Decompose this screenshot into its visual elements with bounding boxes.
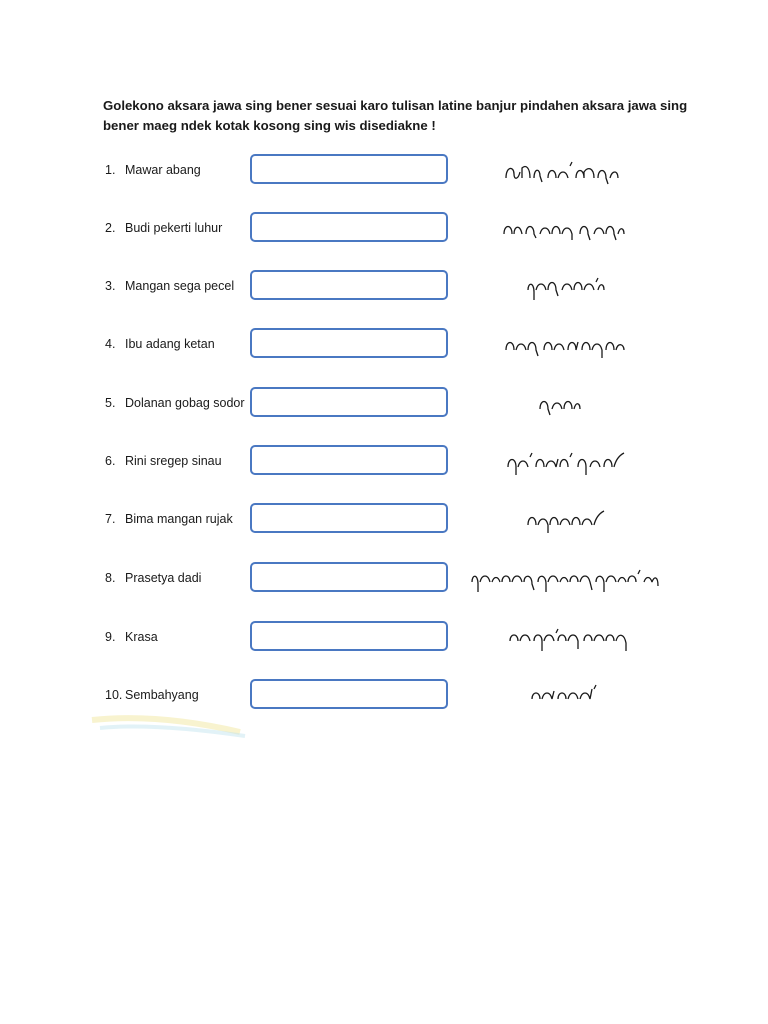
scan-smudge [90,712,250,740]
javanese-script-glyphs [524,270,608,304]
javanese-script-5 [462,387,672,421]
answer-box-4[interactable] [250,328,448,358]
javanese-script-glyphs [502,154,622,188]
item-text: Mangan sega pecel [125,279,235,293]
answer-box-8[interactable] [250,562,448,592]
javanese-script-10 [462,679,672,713]
answer-box-5[interactable] [250,387,448,417]
exercise-row-1 [0,154,768,188]
answer-box-2[interactable] [250,212,448,242]
answer-box-10[interactable] [250,679,448,709]
item-number: 6. [105,454,116,468]
exercise-row-7 [0,503,768,537]
answer-box-6[interactable] [250,445,448,475]
item-text: Bima mangan rujak [125,512,233,526]
instruction-text: Golekono aksara jawa sing bener sesuai karo tulisan latine banjur pindahen aksara jawa sing bener maeg ndek kotak kosong sing wis disediakne ! [103,98,688,133]
exercise-row-6 [0,445,768,479]
item-label [105,279,234,293]
javanese-script-glyphs [536,387,582,421]
item-label [105,571,201,585]
javanese-script-glyphs [504,445,630,479]
item-number: 2. [105,221,116,235]
exercise-row-8 [0,562,768,596]
item-text: Dolanan gobag sodor [125,396,245,410]
item-label [105,630,158,644]
item-label [105,688,199,702]
exercise-row-2 [0,212,768,246]
item-number: 9. [105,630,116,644]
exercise-row-5 [0,387,768,421]
item-label [105,396,245,410]
item-label [105,337,215,351]
javanese-script-glyphs [528,679,600,713]
javanese-script-9 [462,621,672,655]
item-number: 7. [105,512,116,526]
javanese-script-2 [462,212,672,246]
item-text: Prasetya dadi [125,571,202,585]
answer-box-7[interactable] [250,503,448,533]
javanese-script-glyphs [524,503,606,537]
item-text: Budi pekerti luhur [125,221,223,235]
javanese-script-6 [462,445,672,479]
item-label [105,454,222,468]
javanese-script-glyphs [468,562,662,596]
javanese-script-glyphs [502,328,628,362]
item-number: 4. [105,337,116,351]
item-number: 1. [105,163,116,177]
javanese-script-4 [462,328,672,362]
item-number: 3. [105,279,116,293]
javanese-script-1 [462,154,672,188]
item-label [105,221,222,235]
item-text: Rini sregep sinau [125,454,222,468]
item-label [105,163,201,177]
exercise-row-10 [0,679,768,713]
answer-box-9[interactable] [250,621,448,651]
javanese-script-8 [462,562,672,596]
exercise-row-9 [0,621,768,655]
item-text: Mawar abang [125,163,201,177]
item-number: 5. [105,396,116,410]
answer-box-3[interactable] [250,270,448,300]
javanese-script-7 [462,503,672,537]
item-text: Sembahyang [125,688,199,702]
item-number: 8. [105,571,116,585]
javanese-script-glyphs [506,621,632,655]
item-number: 10. [105,688,123,702]
exercise-row-4 [0,328,768,362]
javanese-script-glyphs [500,212,626,246]
item-text: Ibu adang ketan [125,337,215,351]
answer-box-1[interactable] [250,154,448,184]
javanese-script-3 [462,270,672,304]
item-label [105,512,233,526]
exercise-row-3 [0,270,768,304]
item-text: Krasa [125,630,158,644]
